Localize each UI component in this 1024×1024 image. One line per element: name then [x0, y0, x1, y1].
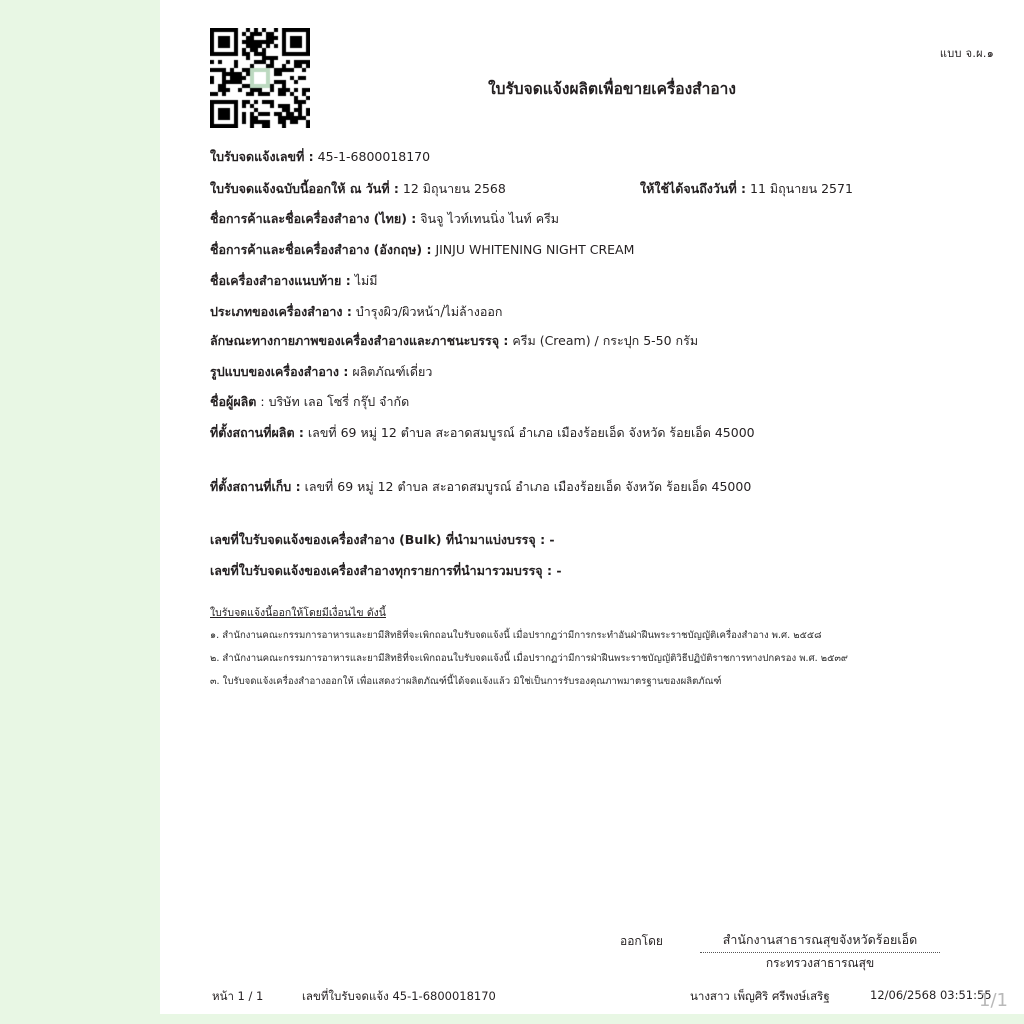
field-row: [210, 240, 634, 260]
field-row: [210, 179, 506, 199]
field-label: รูปแบบของเครื่องสำอาง :: [210, 364, 349, 379]
issuer-ministry: กระทรวงสาธารณสุข: [765, 956, 875, 970]
footer-page: หน้า 1 / 1: [212, 989, 264, 1003]
footer-receipt-no: เลขที่ใบรับจดแจ้ง 45-1-6800018170: [302, 989, 496, 1003]
conditions-header: ใบรับจดแจ้งนี้ออกให้โดยมีเงื่อนไข ดังนี้: [210, 607, 386, 619]
field-row: [210, 477, 751, 497]
field-value: เลขที่ 69 หมู่ 12 ตำบล สะอาดสมบูรณ์ อำเภอ เมืองร้อยเอ็ด จังหวัด ร้อยเอ็ด 45000: [304, 479, 752, 494]
field-label: ชื่อผู้ผลิต: [210, 394, 257, 409]
page-count-overlay: 1/1: [979, 990, 1008, 1011]
field-row: [210, 147, 430, 167]
field-row: [210, 271, 377, 291]
issued-by-label: ออกโดย: [620, 934, 663, 948]
field-row: [210, 331, 698, 351]
footer-printed-at: 12/06/2568 03:51:55: [870, 988, 992, 1002]
field-value: ไม่มี: [354, 273, 378, 288]
field-label: ชื่อการค้าและชื่อเครื่องสำอาง (อังกฤษ) :: [210, 242, 432, 257]
page-title: ใบรับจดแจ้งผลิตเพื่อขายเครื่องสำอาง: [488, 80, 736, 98]
field-row: [210, 561, 562, 581]
condition-item: ๓. ใบรับจดแจ้งเครื่องสำอางออกให้ เพื่อแสดงว่าผลิตภัณฑ์นี้ได้จดแจ้งแล้ว มิใช่เป็นการรับรองคุณภาพมาตรฐานของผลิตภัณฑ์: [210, 676, 722, 687]
field-row: [640, 179, 853, 199]
field-row: [210, 530, 555, 550]
field-row: [210, 362, 432, 382]
document-page: [160, 0, 1024, 1014]
field-value: 11 มิถุนายน 2571: [750, 181, 853, 196]
field-row: [210, 209, 559, 229]
field-label: ชื่อการค้าและชื่อเครื่องสำอาง (ไทย) :: [210, 211, 417, 226]
field-value: 12 มิถุนายน 2568: [402, 181, 506, 196]
field-value: ผลิตภัณฑ์เดี่ยว: [352, 364, 433, 379]
field-row: [210, 302, 502, 322]
field-value: : บริษัท เลอ โซรี่ กรุ๊ป จำกัด: [260, 394, 410, 409]
field-label: ที่ตั้งสถานที่ผลิต :: [210, 425, 304, 440]
field-row: [210, 423, 755, 443]
field-value: JINJU WHITENING NIGHT CREAM: [435, 242, 635, 257]
issuer-office: สำนักงานสาธารณสุขจังหวัดร้อยเอ็ด: [700, 930, 940, 953]
field-row: [210, 392, 409, 412]
field-label: ให้ใช้ได้จนถึงวันที่ :: [640, 181, 747, 196]
condition-item: ๑. สำนักงานคณะกรรมการอาหารและยามีสิทธิที่จะเพิกถอนใบรับจดแจ้งนี้ เมื่อปรากฏว่ามีการกระทำอันฝ่าฝืนพระราชบัญญัติเครื่องสำอาง พ.ศ. ๒๕๕๘: [210, 630, 822, 641]
page-bottom-edge: [160, 1014, 1024, 1024]
field-value: ครีม (Cream) / กระปุก 5-50 กรัม: [512, 333, 699, 348]
field-label: เลขที่ใบรับจดแจ้งของเครื่องสำอางทุกรายการที่นำมารวมบรรจุ : -: [210, 563, 562, 578]
form-code: แบบ จ.ผ.๑: [939, 47, 994, 60]
field-label: ใบรับจดแจ้งเลขที่ :: [210, 149, 314, 164]
condition-item: ๒. สำนักงานคณะกรรมการอาหารและยามีสิทธิที่จะเพิกถอนใบรับจดแจ้งนี้ เมื่อปรากฏว่ามีการฝ่าฝืนพระราชบัญญัติวิธีปฏิบัติราชการทางปกครอง พ.ศ. ๒๕๓๙: [210, 653, 848, 664]
field-value: จินจู ไวท์เทนนิ่ง ไนท์ ครีม: [420, 211, 560, 226]
field-label: ประเภทของเครื่องสำอาง :: [210, 304, 352, 319]
field-label: ใบรับจดแจ้งฉบับนี้ออกให้ ณ วันที่ :: [210, 181, 399, 196]
field-value: เลขที่ 69 หมู่ 12 ตำบล สะอาดสมบูรณ์ อำเภอ เมืองร้อยเอ็ด จังหวัด ร้อยเอ็ด 45000: [307, 425, 755, 440]
field-label: ลักษณะทางกายภาพของเครื่องสำอางและภาชนะบรรจุ :: [210, 333, 509, 348]
field-label: ที่ตั้งสถานที่เก็บ :: [210, 479, 301, 494]
field-value: 45-1-6800018170: [317, 149, 431, 164]
field-label: ชื่อเครื่องสำอางแนบท้าย :: [210, 273, 351, 288]
field-value: บำรุงผิว/ผิวหน้า/ไม่ล้างออก: [355, 304, 503, 319]
certificate-document: [160, 0, 1024, 1014]
footer-signer: นางสาว เพ็ญศิริ ศรีพงษ์เสริฐ: [690, 989, 830, 1003]
field-label: เลขที่ใบรับจดแจ้งของเครื่องสำอาง (Bulk) ที่นำมาแบ่งบรรจุ : -: [210, 532, 555, 547]
